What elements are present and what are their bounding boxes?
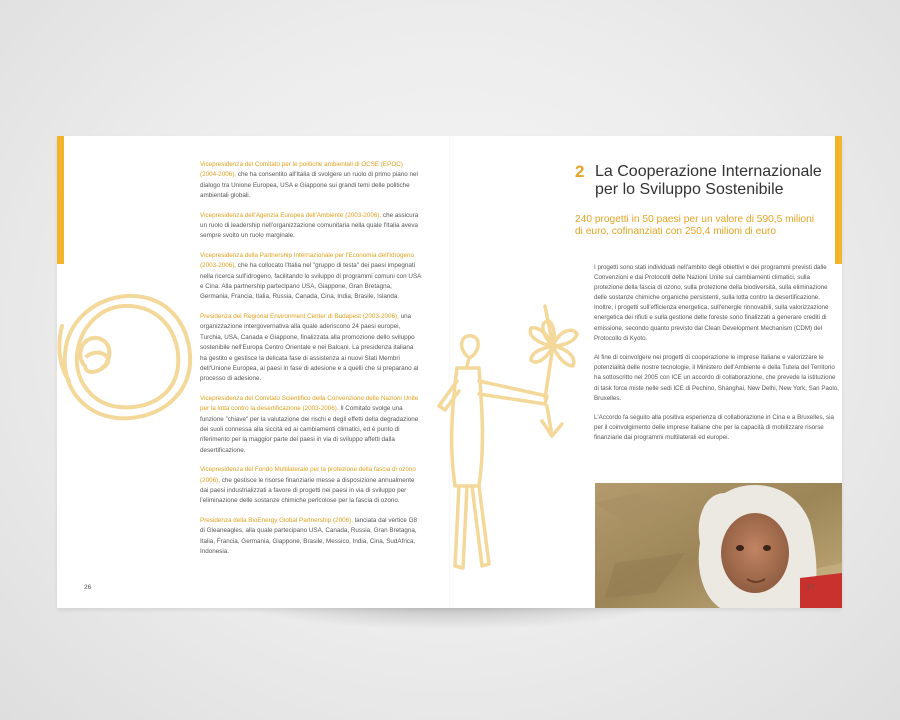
page-number-left: 26 [84,584,92,591]
body-text: lanciata dal vertice G8 di Gleaneagles, alla quale partecipano USA, Canada, Russia, Gran Bretagna, Italia, Francia, Germania, Giappone, Brasile, Messico, India, Cina, SudAfrica, Indonesia. [200,516,418,555]
highlight-text: Vicepresidenza dell'Agenzia Europea dell'Ambiente (2003-2006), [200,211,382,219]
body-text: una organizzazione intergovernativa alla quale aderiscono 24 paesi europei, Turchia, USA, Canada e Giappone, finalizzata alla promozione dello sviluppo sostenibile nell'Europa Centro Orientale e nei Balcani. La presidenza italiana ha gestito e gestisce la delicata fase di assistenza ai nuovi Stati Membri dell'Unione Europea, ai paesi in fase di adesione e a quelli che si preparano al processo di adesione. [200,312,419,383]
body-text: che assicura un ruolo di leadership nell'organizzazione comunitaria nella quale l'Italia aveva sempre svolto un ruolo marginale. [200,211,419,240]
chapter-subtitle: 240 progetti in 50 paesi per un valore di 590,5 milioni di euro, cofinanziati con 250,4 milioni di euro [575,214,814,238]
highlight-text: Presidenza della BioEnergy Global Partnership (2006), [200,516,353,524]
highlight-text: Vicepresidenza del Comitato Scientifico della Convenzione delle Nazioni Unite per la lotta contro la desertificazione (2003-2006). [200,394,419,413]
right-accent-bar [835,136,842,264]
right-page-text [594,263,840,453]
chapter-title: La Cooperazione Internazionale per lo Sviluppo Sostenibile [595,163,822,198]
body-text: Il Comitato svolge una funzione "chiave" per la valutazione dei rischi e degli effetti della degradazione dei suoli connessa alla siccità ed ai cambiamenti climatici, ed è punto di riferimento per la maggior parte dei paesi in via di sviluppo affetti dalla desertificazione. [200,405,419,454]
highlight-text: Vicepresidenza del Comitato per le politiche ambientali di OCSE (EPOC) (2004-2006), [200,161,403,179]
paragraph-idrogeno [200,251,422,303]
highlight-text: Vicepresidenza del Fondo Multilaterale per la protezione della fascia di ozono (2006), [200,466,416,484]
circle-doodle-illustration [57,286,197,426]
paragraph-bioenergy [200,516,422,558]
paragraph-budapest [200,312,422,385]
left-page-text [200,160,422,566]
body-text: che gestisce le risorse finanziarie messe a disposizione annualmente dai paesi industrializzati a favore di progetti nei paesi in via di sviluppo per l'eliminazione delle sostanze chimiche pericolose per la fascia di ozono. [200,476,415,505]
page-number-right: 27 [807,584,815,591]
paragraph-agenzia-europea [200,211,422,242]
chapter-number: 2 [575,162,585,181]
child-photo [595,483,842,608]
paragraph-ice: Al fine di coinvolgere nei progetti di cooperazione le imprese italiane e valorizzare le potenzialità delle nostre tecnologie, il Ministero dell'Ambiente e della Tutela del Territorio ha sottoscritto nel 2005 con ICE un accordo di collaborazione, che prevede la istituzione di task force miste nelle sedi ICE di Pechino, Shanghai, New Delhi, New York, San Paolo, Bruxelles. [594,354,839,402]
body-text: che ha consentito all'Italia di svolgere un ruolo di primo piano nel dialogo tra Unione Europea, USA e Giappone sui grandi temi delle politiche ambientali globali. [200,171,418,200]
highlight-text: Vicepresidenza della Partnership Internazionale per l'Economia dell'Idrogeno (2003-2006), [200,251,415,270]
left-accent-bar [57,136,64,264]
paragraph-accordo: L'Accordo fa seguito alla positiva esperienza di collaborazione in Cina e a Bruxelles, sia per il coinvolgimento delle imprese italiane che per la capacità di mobilizzare risorse finanziarie dai programmi multilaterali ed europei. [594,414,834,442]
paragraph-desertificazione [200,394,422,456]
highlight-text: Presidenza del Regional Environment Center di Budapest (2003-2006), [200,312,399,320]
paragraph-epoc [200,160,422,202]
paragraph-ozono [200,465,422,507]
brochure-spread [57,136,842,608]
figure-with-flower-illustration [427,286,587,586]
paragraph-progetti: I progetti sono stati individuati nell'ambito degli obiettivi e dei programmi previsti dalle Convenzioni e dai Protocolli delle Nazioni Unite sui cambiamenti climatici, sulla protezione della fascia di ozono, sulla protezione della biodiversità, sulla eliminazione delle sostanze chimiche organiche persistenti, sulla lotta contro la desertificazione. Inoltre, i progetti sull'efficienza energetica, sull'energie rinnovabili, sulla valorizzazione energetica dei rifiuti e sulla gestione delle foreste sono finalizzati a generare crediti di emissione, secondo quanto previsto dal Clean Development Mechanism (CDM) del Protocollo di Kyoto. [594,264,829,342]
body-text: che ha collocato l'Italia nel "gruppo di testa" dei paesi impegnati nella ricerca sull'idrogeno, facilitando lo sviluppo di programmi comuni con USA e Cina. Alla partnership partecipano USA, Giappone, Gran Bretagna, Germania, Francia, Italia, Russia, Canada, Cina, India, Brasile, Islanda. [200,262,422,301]
